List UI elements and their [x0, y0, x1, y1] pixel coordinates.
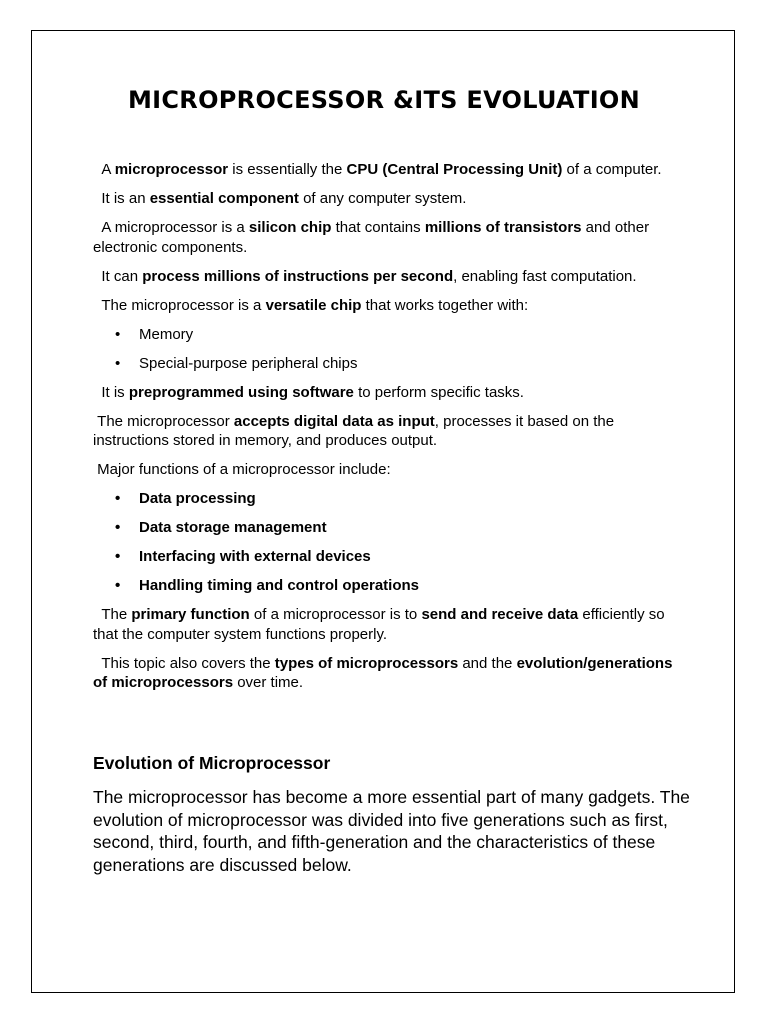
functions-list: [93, 489, 683, 596]
bullet-icon: •: [115, 548, 121, 565]
paragraph-instructions: It can process millions of instructions per second, enabling fast computation.: [101, 267, 637, 285]
works-with-list: [93, 325, 683, 374]
bullet-icon: •: [115, 325, 121, 343]
list-item: • Data processing: [115, 490, 256, 507]
paragraph-topic-coverage: This topic also covers the types of microprocessors and the evolution/generations of microprocessors over time.: [93, 654, 673, 691]
evolution-heading: Evolution of Microprocessor: [93, 753, 331, 773]
paragraph-digital-input: The microprocessor accepts digital data as input, processes it based on the instructions stored in memory, and produces output.: [93, 412, 615, 449]
page-title: MICROPROCESSOR &ITS EVOLUATION: [127, 86, 641, 114]
list-item: • Memory: [115, 325, 194, 343]
intro-section: [93, 160, 683, 702]
paragraph-silicon-chip: A microprocessor is a silicon chip that contains millions of transistors and other electronic components.: [93, 219, 650, 256]
bullet-icon: •: [115, 490, 121, 507]
list-item: • Interfacing with external devices: [115, 548, 371, 565]
paragraph-primary-function: The primary function of a microprocessor is to send and receive data efficiently so that the computer system functions properly.: [93, 606, 665, 643]
paragraph-major-functions: Major functions of a microprocessor include:: [97, 461, 391, 478]
paragraph-preprogrammed: It is preprogrammed using software to perform specific tasks.: [101, 383, 524, 401]
bullet-icon: •: [115, 354, 121, 372]
bullet-icon: •: [115, 519, 121, 536]
paragraph-essential: It is an essential component of any computer system.: [101, 190, 467, 207]
list-item: • Data storage management: [115, 519, 327, 536]
bullet-icon: •: [115, 577, 121, 594]
paragraph-cpu: A microprocessor is essentially the CPU (Central Processing Unit) of a computer.: [101, 161, 662, 178]
paragraph-versatile: The microprocessor is a versatile chip that works together with:: [101, 296, 529, 314]
list-item: • Handling timing and control operations: [115, 577, 419, 594]
list-item: • Special-purpose peripheral chips: [115, 354, 358, 372]
evolution-paragraph: The microprocessor has become a more essential part of many gadgets. The evolution of microprocessor was divided into five generations such as first, second, third, fourth, and fifth-generation and the characteristics of these generations are discussed below.: [93, 787, 690, 875]
